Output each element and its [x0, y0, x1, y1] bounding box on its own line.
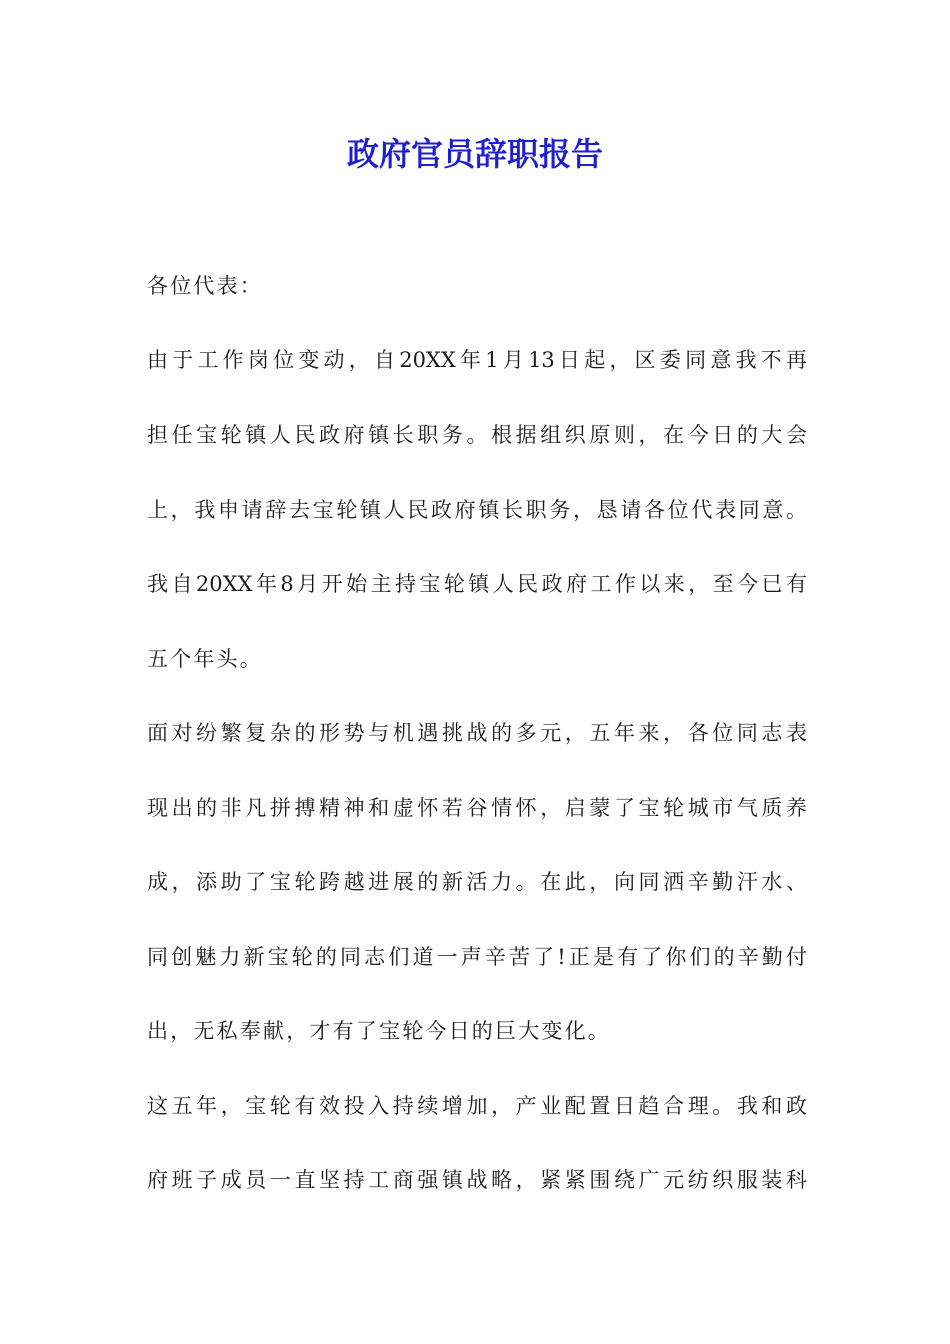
salutation-line: 各位代表：	[147, 274, 263, 298]
body-line: 府班子成员一直坚持工商强镇战略，紧紧围绕广元纺织服装科	[147, 1168, 807, 1192]
document-title: 政府官员辞职报告	[346, 135, 603, 173]
body-line: 同创魅力新宝轮的同志们道一声辛苦了!正是有了你们的辛勤付	[147, 945, 807, 969]
body-line: 我自20XX年8月开始主持宝轮镇人民政府工作以来，至今已有	[147, 572, 807, 596]
body-line: 现出的非凡拼搏精神和虚怀若谷情怀，启蒙了宝轮城市气质养	[147, 796, 807, 820]
body-line: 上，我申请辞去宝轮镇人民政府镇长职务，恳请各位代表同意。	[147, 498, 807, 522]
body-line: 这五年，宝轮有效投入持续增加，产业配置日趋合理。我和政	[147, 1094, 807, 1118]
body-line: 成，添助了宝轮跨越进展的新活力。在此，向同洒辛勤汗水、	[147, 870, 807, 894]
body-line: 由于工作岗位变动，自20XX年1月13日起，区委同意我不再	[147, 348, 807, 372]
body-line: 担任宝轮镇人民政府镇长职务。根据组织原则，在今日的大会	[147, 423, 807, 447]
body-line: 出，无私奉献，才有了宝轮今日的巨大变化。	[147, 1019, 611, 1043]
body-line: 面对纷繁复杂的形势与机遇挑战的多元，五年来，各位同志表	[147, 721, 807, 745]
body-line: 五个年头。	[147, 647, 263, 671]
